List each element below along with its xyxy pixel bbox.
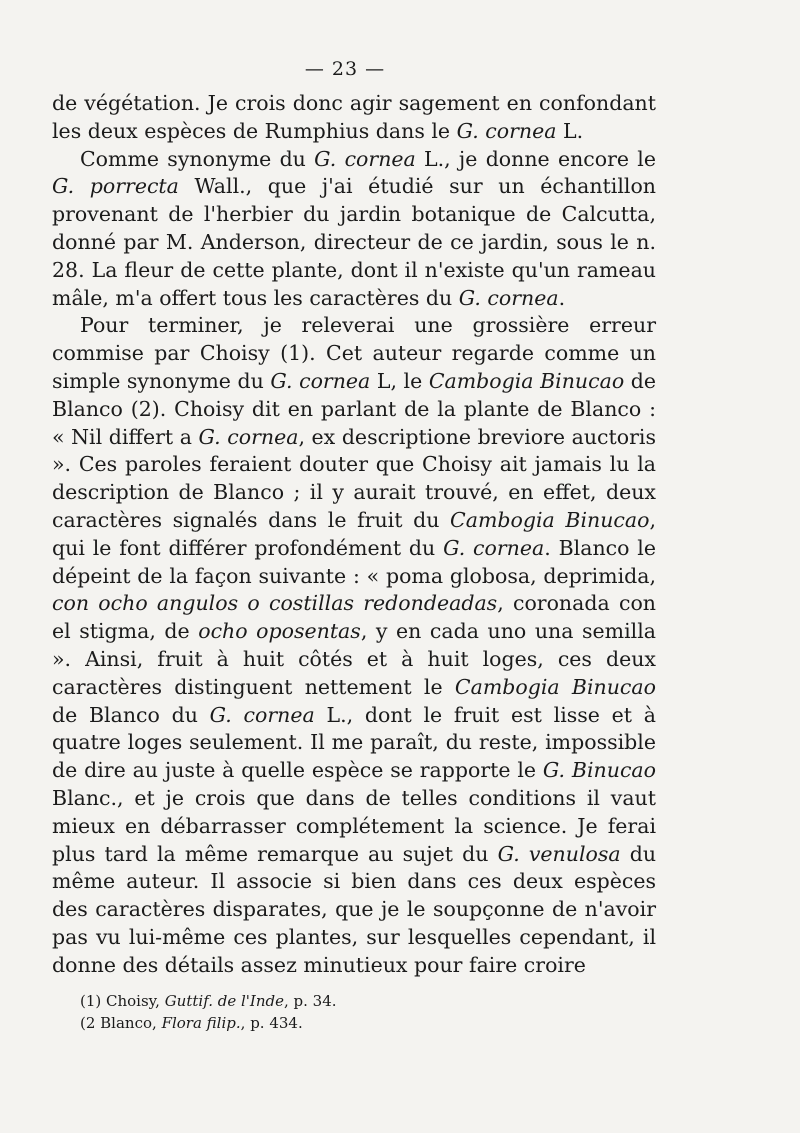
italic-run: Cambogia Binucao (428, 368, 625, 393)
italic-run: ocho oposentas (198, 619, 361, 644)
italic-run: Guttif. de l'Inde (164, 992, 284, 1010)
italic-run: Flora filip. (161, 1014, 241, 1032)
paragraph-1: de végétation. Je crois donc agir sagement en confondant les deux espèces de Rumphius dans le G. cornea L. (52, 91, 656, 143)
italic-run: Cambogia Binucao (454, 674, 656, 699)
paragraph-3: Pour terminer, je releverai une grossière erreur commise par Choisy (1). Cet auteur regarde comme un simple synonyme du G. cornea L, le Cambogia Binucao de Blanco (2). Choisy dit en parlant de la plante de Blanco : « Nil differt a G. cornea, ex descriptione breviore auctoris ». Ces paroles feraient douter que Choisy ait jamais lu la description de Blanco ; il y aurait trouvé, en effet, deux caractères signalés dans le fruit du Cambogia Binucao, qui le font différer profondément du G. cornea. Blanco le dépeint de la façon suivante : « poma globosa, deprimida, con ocho angulos o costillas redondeadas, coronada con el stigma, de ocho oposentas, y en cada uno una semilla ». Ainsi, fruit à huit côtés et à huit loges, ces deux caractères distinguent nettement le Cambogia Binucao de Blanco du G. cornea L., dont le fruit est lisse et à quatre loges seulement. Il me paraît, du reste, impossible de dire au juste à quelle espèce se rapporte le G. Binucao Blanc., et je crois que dans de telles conditions il vaut mieux en débarrasser complétement la science. Je ferai plus tard la même remarque au sujet du G. venulosa du même auteur. Il associe si bien dans ces deux espèces des caractères disparates, que je le soupçonne de n'avoir pas vu lui-même ces plantes, sur lesquelles cependant, il donne des détails assez minutieux pour faire croire (52, 313, 657, 977)
body-text (52, 90, 656, 980)
italic-run: G. cornea (314, 146, 416, 171)
italic-run: G. cornea (198, 424, 299, 449)
italic-run: G. Binucao (542, 758, 656, 783)
italic-run: G. cornea (209, 702, 315, 727)
italic-run: Cambogia Binucao (450, 507, 650, 532)
italic-run: G. cornea (456, 118, 557, 143)
italic-run: con ocho angulos o costillas redondeadas (52, 591, 498, 616)
italic-run: G. cornea (458, 285, 559, 310)
paragraph-2: Comme synonyme du G. cornea L., je donne encore le G. porrecta Wall., que j'ai étudié sur un échantillon provenant de l'herbier du jardin botanique de Calcutta, donné par M. Anderson, directeur de ce jardin, sous le n. 28. La fleur de cette plante, dont il n'existe qu'un rameau mâle, m'a offert tous les caractères du G. cornea. (52, 146, 656, 310)
italic-run: G. porrecta (52, 174, 179, 199)
footnote-1: (1) Choisy, Guttif. de l'Inde, p. 34. (80, 992, 337, 1010)
footnotes (80, 990, 640, 1034)
italic-run: G. venulosa (497, 841, 621, 866)
italic-run: G. cornea (270, 368, 371, 393)
page-number: — 23 — (304, 58, 386, 80)
footnote-2: (2 Blanco, Flora filip., p. 434. (80, 1014, 303, 1032)
italic-run: G. cornea (443, 535, 545, 560)
